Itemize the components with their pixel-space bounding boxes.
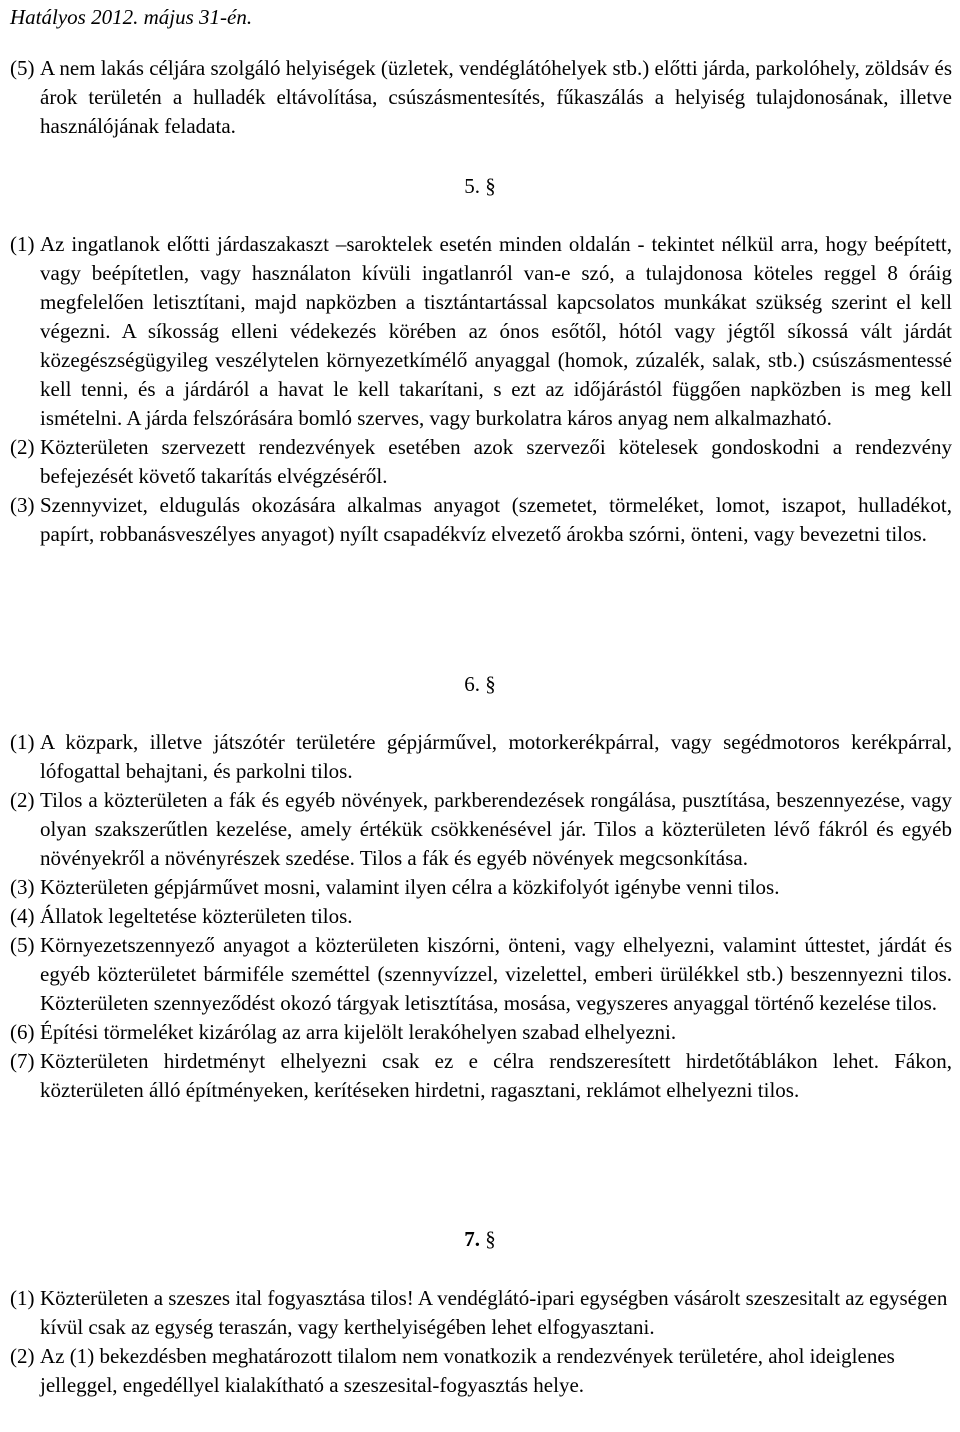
paragraph-item <box>10 491 952 549</box>
item-text: Közterületen a szeszes ital fogyasztása tilos! A vendéglátó-ipari egységben vásárolt szeszesitalt az egységen kívül csak az egység teraszán, vagy kerthelyiségében lehet elfogyasztani. <box>40 1286 948 1339</box>
item-number: (1) <box>10 1286 35 1310</box>
section-heading-5: 5. § <box>464 174 496 198</box>
item-text: Építési törmeléket kizárólag az arra kijelölt lerakóhelyen szabad elhelyezni. <box>40 1020 677 1044</box>
section-sign: § <box>485 1227 496 1251</box>
section-5-body <box>10 230 952 549</box>
item-number: (7) <box>10 1049 35 1073</box>
item-text: Állatok legeltetése közterületen tilos. <box>40 904 353 928</box>
item-text: Tilos a közterületen a fák és egyéb növények, parkberendezések rongálása, pusztítása, beszennyezése, vagy olyan szakszerűtlen kezelése, amely értékük csökkenésével jár. Tilos a közterületen lévő fákról és egyéb növényekről a növényrészek szedése. Tilos a fák és egyéb növények megcsonkítása. <box>40 788 952 870</box>
paragraph-item <box>10 1018 952 1047</box>
paragraph-item <box>10 873 952 902</box>
section-heading-6: 6. § <box>464 672 496 696</box>
item-number: (2) <box>10 435 35 459</box>
paragraph-item <box>10 902 952 931</box>
item-text: Az (1) bekezdésben meghatározott tilalom nem vonatkozik a rendezvények területére, ahol ideiglenes jelleggel, engedéllyel kialakítható a szeszesital-fogyasztás helye. <box>40 1344 895 1397</box>
item-text: Környezetszennyező anyagot a közterületen kiszórni, önteni, vagy elhelyezni, valamint úttestet, járdát és egyéb közterületet bármiféle szeméttel (szennyvízzel, vizelettel, emberi ürülékkel stb.) beszennyezni tilos. Közterületen szennyeződést okozó tárgyak letisztítása, mosása, vegyszeres anyaggal történő kezelése tilos. <box>40 933 952 1015</box>
item-number: (5) <box>10 933 35 957</box>
intro-block <box>10 54 952 141</box>
item-text: Szennyvizet, eldugulás okozására alkalmas anyagot (szemetet, törmeléket, lomot, iszapot, hulladékot, papírt, robbanásveszélyes anyagot) nyílt csapadékvíz elvezető árokba szórni, önteni, vagy bevezetni tilos. <box>40 493 952 546</box>
item-text: A nem lakás céljára szolgáló helyiségek (üzletek, vendéglátóhelyek stb.) előtti járda, parkolóhely, zöldsáv és árok területén a hulladék eltávolítása, csúszásmentesítés, fűkaszálás a helyiség tulajdonosának, illetve használójának feladata. <box>40 56 952 138</box>
item-number: (1) <box>10 730 35 754</box>
paragraph-item <box>10 433 952 491</box>
item-number: (4) <box>10 904 35 928</box>
item-number: (1) <box>10 232 35 256</box>
paragraph-item <box>10 1342 952 1400</box>
item-number: (3) <box>10 493 35 517</box>
item-number: (5) <box>10 56 35 80</box>
paragraph-item <box>10 54 952 141</box>
paragraph-item <box>10 230 952 433</box>
section-number: 7. <box>464 1227 480 1251</box>
paragraph-item <box>10 1284 952 1342</box>
paragraph-item <box>10 931 952 1018</box>
item-text: Közterületen gépjárművet mosni, valamint ilyen célra a közkifolyót igénybe venni tilos. <box>40 875 780 899</box>
item-number: (2) <box>10 1344 35 1368</box>
section-heading-7 <box>0 1225 960 1253</box>
item-text: A közpark, illetve játszótér területére gépjárművel, motorkerékpárral, vagy segédmotoros kerékpárral, lófogattal behajtani, és parkolni tilos. <box>40 730 952 783</box>
item-text: Közterületen hirdetményt elhelyezni csak ez e célra rendszeresített hirdetőtáblákon lehet. Fákon, közterületen álló építményeken, kerítéseken hirdetni, ragasztani, reklámot elhelyezni tilos. <box>40 1049 952 1102</box>
section-6-body <box>10 728 952 1105</box>
item-number: (3) <box>10 875 35 899</box>
paragraph-item <box>10 1047 952 1105</box>
section-7-body <box>10 1284 952 1400</box>
item-number: (6) <box>10 1020 35 1044</box>
item-text: Közterületen szervezett rendezvények esetében azok szervezői kötelesek gondoskodni a rendezvény befejezését követő takarítás elvégzéséről. <box>40 435 952 488</box>
paragraph-item <box>10 728 952 786</box>
paragraph-item <box>10 786 952 873</box>
item-number: (2) <box>10 788 35 812</box>
effective-date-header: Hatályos 2012. május 31-én. <box>10 5 253 29</box>
item-text: Az ingatlanok előtti járdaszakaszt –saroktelek esetén minden oldalán - tekintet nélkül arra, hogy beépített, vagy beépítetlen, vagy használaton kívüli ingatlanról van-e szó, a tulajdonosa köteles reggel 8 óráig megfelelően letisztítani, majd napközben a tisztántartással kapcsolatos munkákat szükség szerint el kell végezni. A síkosság elleni védekezés körében az ónos esőtől, hótól vagy jégtől síkossá vált járdát közegészségügyileg veszélytelen környezetkímélő anyaggal (homok, zúzalék, salak, stb.) csúszásmentessé kell tenni, és a járdáról a havat le kell takarítani, s ezt az időjárástól függően napközben is meg kell ismételni. A járda felszórására bomló szerves, vagy burkolatra káros anyag nem alkalmazható. <box>40 232 952 430</box>
